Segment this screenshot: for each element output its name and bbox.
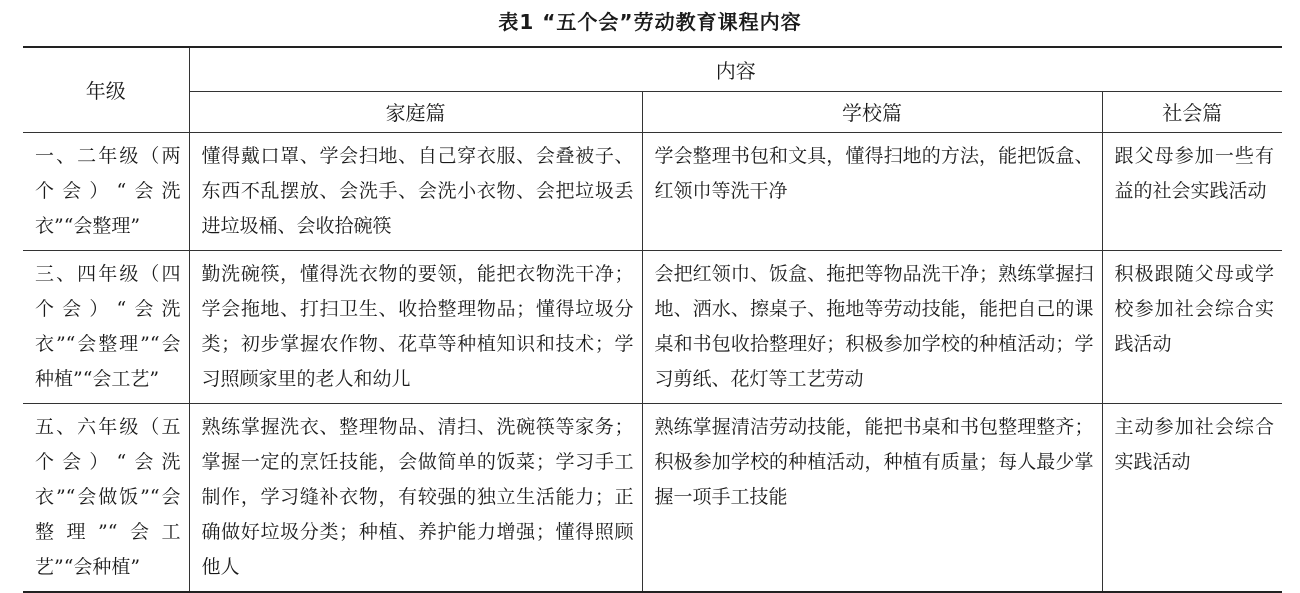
- school-cell: 学会整理书包和文具，懂得扫地的方法，能把饭盒、红领巾等洗干净: [642, 132, 1102, 250]
- grade-cell: 三、四年级（四个会）“会洗衣”“会整理”“会种植”“会工艺”: [23, 250, 189, 403]
- table-row: [23, 403, 1282, 592]
- header-grade: 年级: [23, 47, 189, 132]
- school-cell: 会把红领巾、饭盒、拖把等物品洗干净；熟练掌握扫地、洒水、擦桌子、拖地等劳动技能，能把自己的课桌和书包收拾整理好；积极参加学校的种植活动；学习剪纸、花灯等工艺劳动: [642, 250, 1102, 403]
- header-society: 社会篇: [1102, 91, 1282, 132]
- header-content: 内容: [189, 47, 1282, 91]
- home-cell: 勤洗碗筷，懂得洗衣物的要领，能把衣物洗干净；学会拖地、打扫卫生、收拾整理物品；懂得垃圾分类；初步掌握农作物、花草等种植知识和技术；学习照顾家里的老人和幼儿: [189, 250, 642, 403]
- header-row-sub: [23, 91, 1282, 132]
- grade-cell: 一、二年级（两个会）“会洗衣”“会整理”: [23, 132, 189, 250]
- header-school: 学校篇: [642, 91, 1102, 132]
- course-content-table: [23, 46, 1282, 593]
- home-cell: 懂得戴口罩、学会扫地、自己穿衣服、会叠被子、东西不乱摆放、会洗手、会洗小衣物、会把垃圾丢进垃圾桶、会收拾碗筷: [189, 132, 642, 250]
- society-cell: 跟父母参加一些有益的社会实践活动: [1102, 132, 1282, 250]
- home-cell: 熟练掌握洗衣、整理物品、清扫、洗碗筷等家务；掌握一定的烹饪技能，会做简单的饭菜；学习手工制作，学习缝补衣物，有较强的独立生活能力；正确做好垃圾分类；种植、养护能力增强；懂得照顾他人: [189, 403, 642, 592]
- table-row: [23, 132, 1282, 250]
- grade-cell: 五、六年级（五个会）“会洗衣”“会做饭”“会整理”“会工艺”“会种植”: [23, 403, 189, 592]
- header-home: 家庭篇: [189, 91, 642, 132]
- table-caption: 表1 “五个会”劳动教育课程内容: [498, 10, 802, 34]
- school-cell: 熟练掌握清洁劳动技能，能把书桌和书包整理整齐；积极参加学校的种植活动，种植有质量；每人最少掌握一项手工技能: [642, 403, 1102, 592]
- header-row-top: [23, 47, 1282, 91]
- society-cell: 积极跟随父母或学校参加社会综合实践活动: [1102, 250, 1282, 403]
- society-cell: 主动参加社会综合实践活动: [1102, 403, 1282, 592]
- table-row: [23, 250, 1282, 403]
